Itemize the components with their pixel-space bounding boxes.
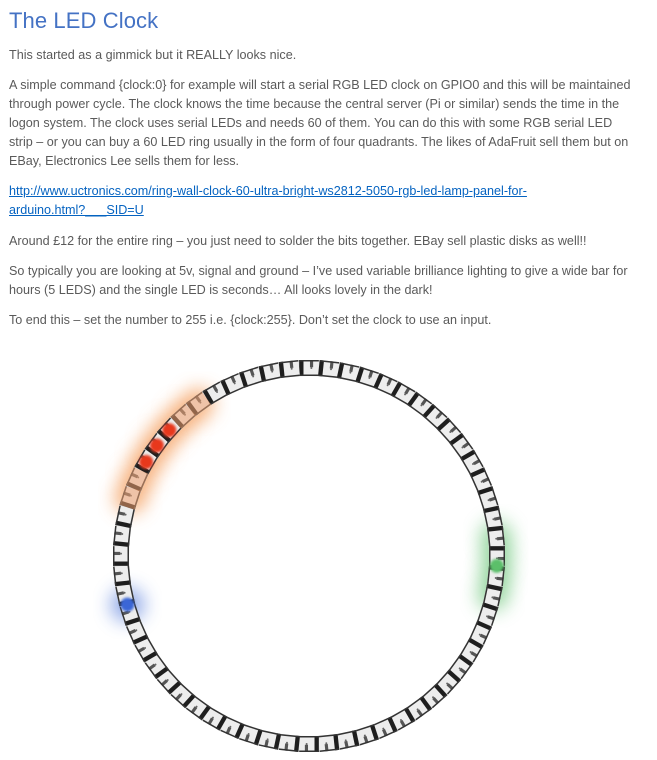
hour-led <box>150 438 164 452</box>
led-pixel <box>113 565 131 586</box>
price-paragraph: Around £12 for the entire ring – you just need to solder the bits together. EBay sell plastic disks as well!! <box>9 234 587 248</box>
page-title: The LED Clock <box>9 8 159 33</box>
product-link-line2[interactable]: arduino.html?___SID=U <box>9 203 144 217</box>
led-pixel <box>337 730 360 750</box>
led-pixel <box>113 546 129 566</box>
led-pixel <box>259 362 282 382</box>
wiring-paragraph: So typically you are looking at 5v, signal and ground – I’ve used variable brilliance lighting to give a wide bar for hours (5 LEDS) and the single LED is seconds… All looks lovely in the dark! <box>9 264 628 297</box>
led-pixel <box>337 362 360 382</box>
intro-paragraph: This started as a gimmick but it REALLY looks nice. <box>9 48 297 62</box>
minute-led <box>120 598 134 612</box>
product-link-line1[interactable]: http://www.uctronics.com/ring-wall-clock-60-ultra-bright-ws2812-5050-rgb-led-lamp-panel-for- <box>9 184 527 198</box>
hour-led <box>162 423 176 437</box>
led-pixel <box>115 506 135 529</box>
led-pixel <box>279 360 300 378</box>
led-pixel <box>299 736 319 752</box>
led-ring <box>113 360 505 752</box>
led-pixel <box>259 730 282 750</box>
led-pixel <box>318 360 339 378</box>
led-pixel <box>113 526 131 547</box>
hour-led <box>139 455 153 469</box>
ending-paragraph: To end this – set the number to 255 i.e. {clock:255}. Don’t set the clock to use an input. <box>9 313 492 327</box>
led-pixel <box>279 734 300 752</box>
second-led <box>490 559 504 573</box>
led-pixel <box>318 734 339 752</box>
description-paragraph: A simple command {clock:0} for example will start a serial RGB LED clock on GPIO0 and this will be maintained through power cycle. The clock knows the time because the central server (Pi or similar) sends the time in the logon system. The clock uses serial LEDs and needs 60 of them. You can do this with some RGB serial LED strip – or you can buy a 60 LED ring usually in the form of four quadrants. The likes of AdaFruit sell them but on EBay, Electronics Lee sells them for less. <box>9 78 631 168</box>
led-pixel <box>299 360 319 376</box>
led-pixel <box>487 526 505 547</box>
